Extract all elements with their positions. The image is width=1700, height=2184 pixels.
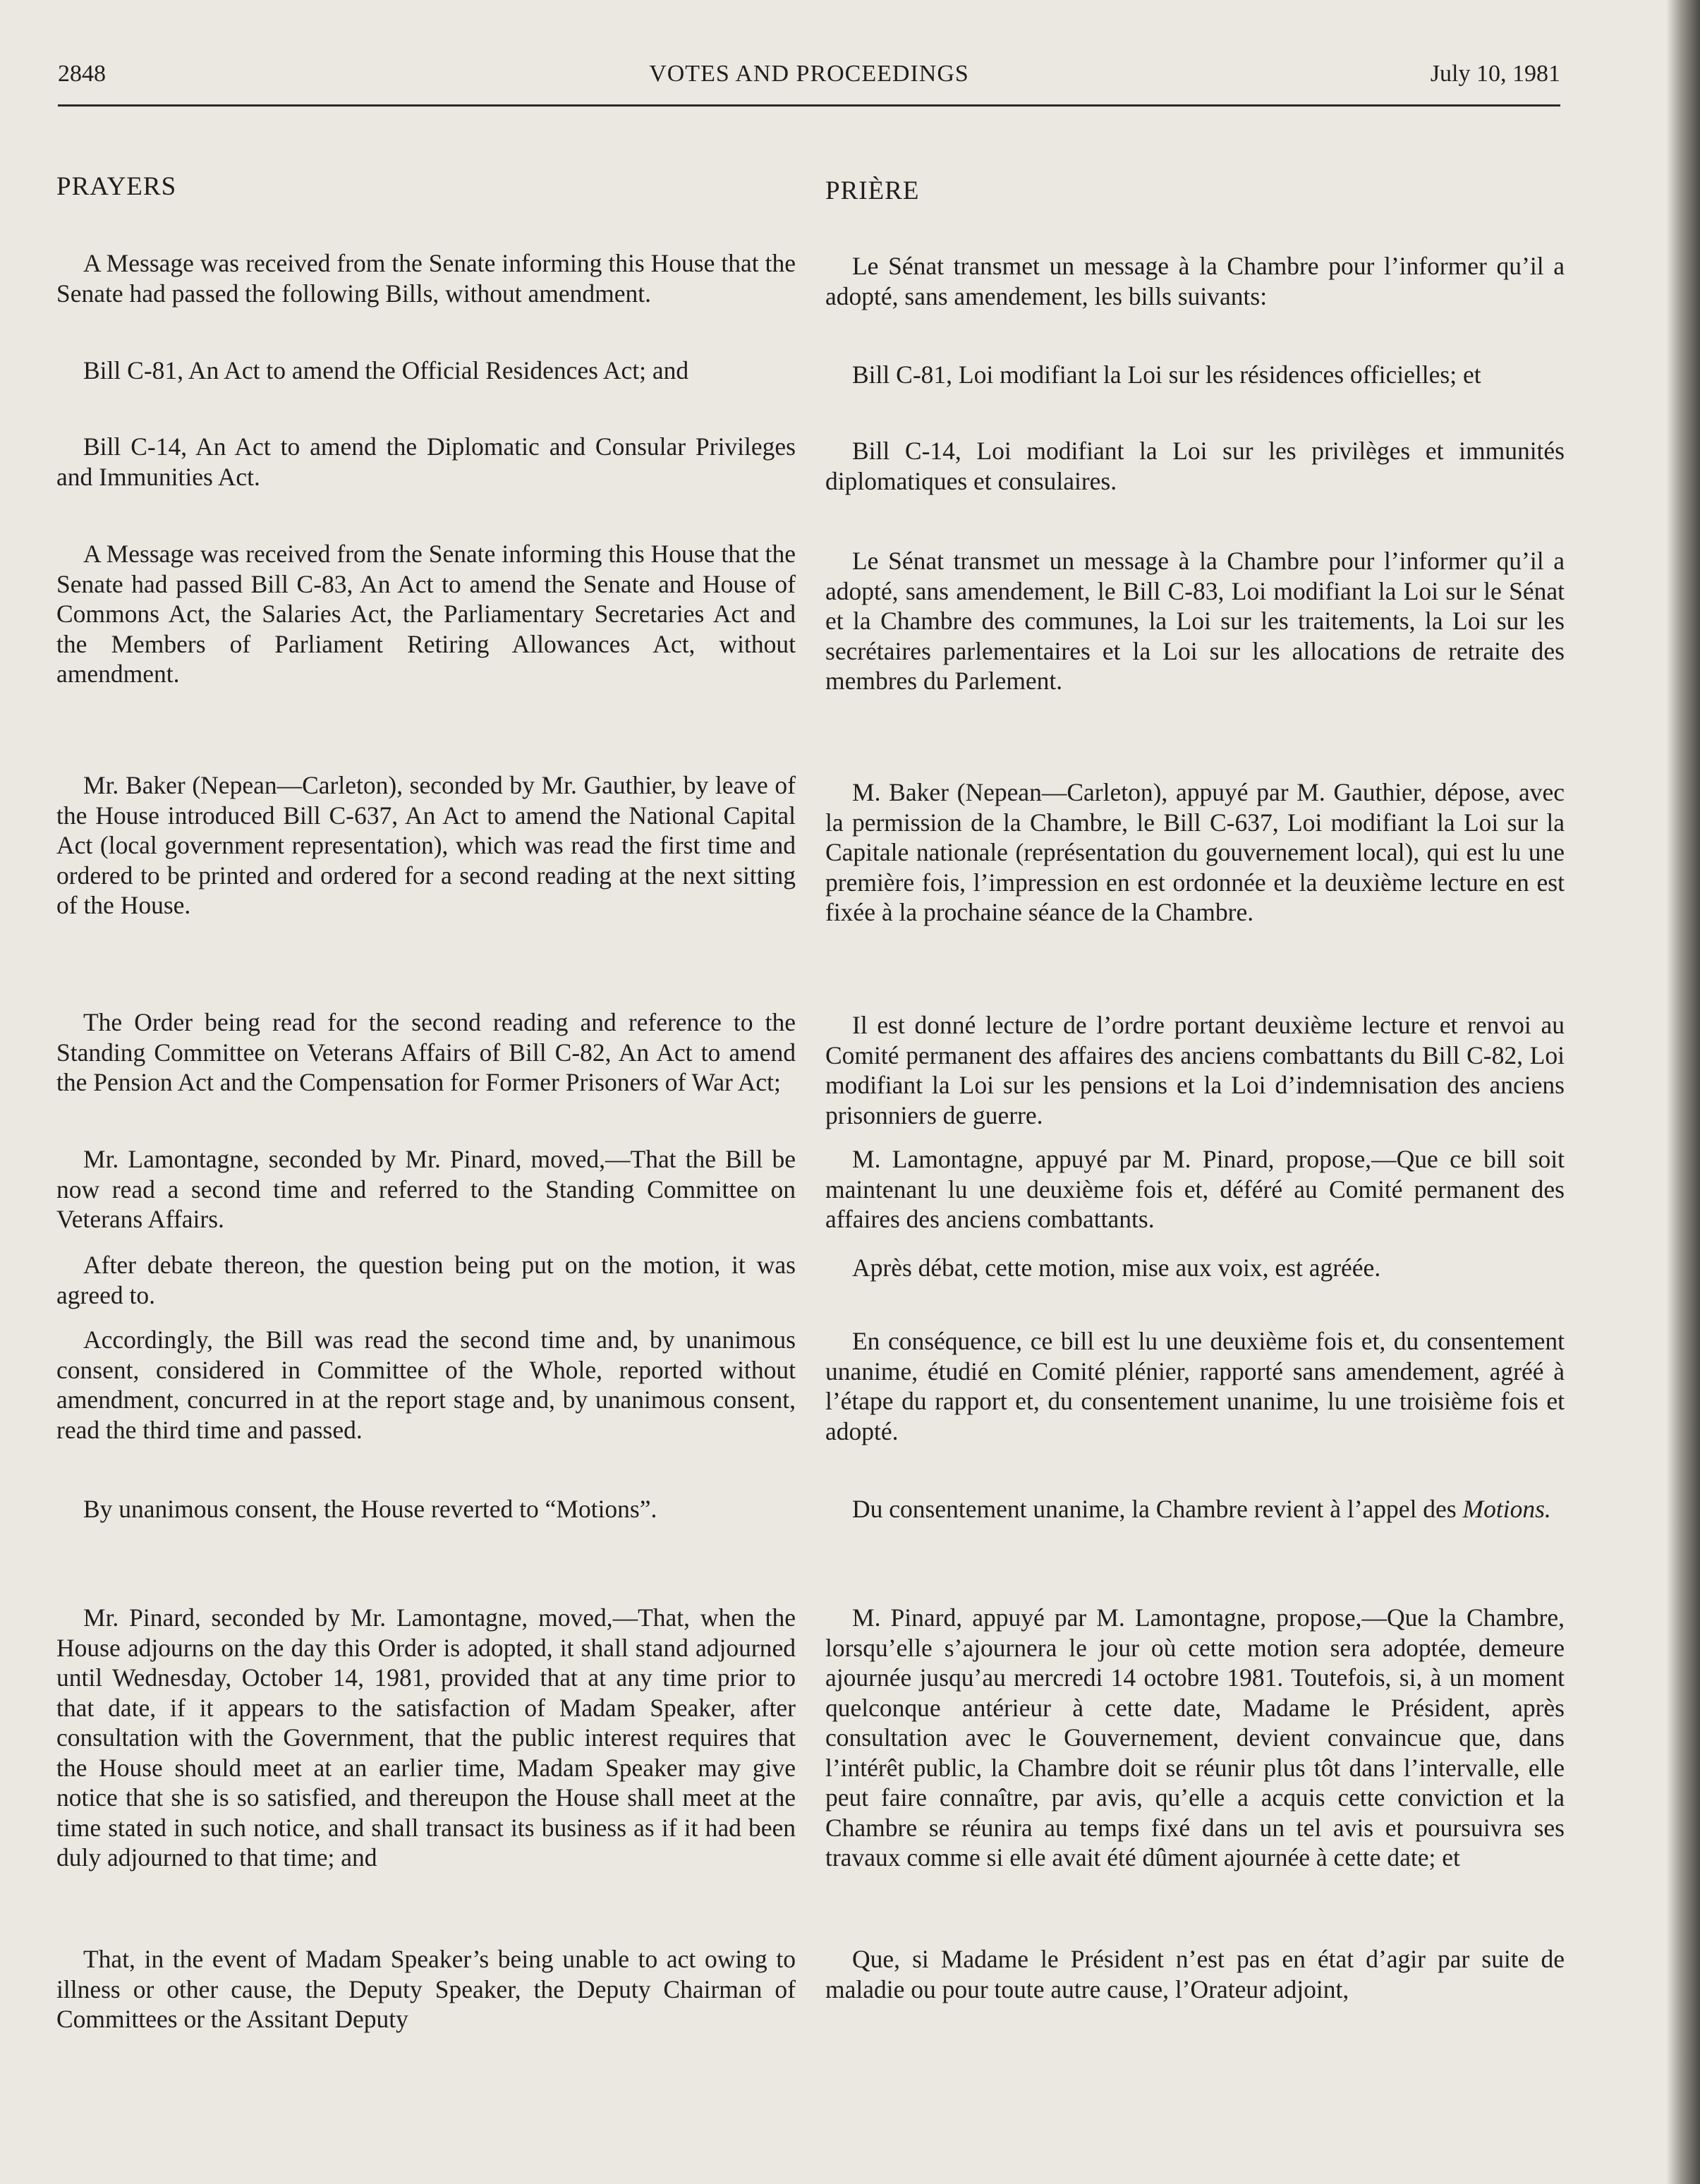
- en-paragraph-1: A Message was received from the Senate informing this House that the Senate had passed the following Bills, without amendment.: [56, 249, 796, 308]
- fr-paragraph-6: Il est donné lecture de l’ordre portant deuxième lecture et renvoi au Comité permanent des affaires des anciens combattants du Bill C-82, Loi modifiant la Loi sur les pensions et la Loi d’indemnisation des anciens prisonniers de guerre.: [825, 1011, 1565, 1129]
- english-heading: PRAYERS: [56, 172, 177, 201]
- fr-motions-text: Du consentement unanime, la Chambre revient à l’appel des: [852, 1495, 1457, 1523]
- en-paragraph-8: After debate thereon, the question being put on the motion, it was agreed to.: [56, 1251, 796, 1309]
- page-edge-shadow: [1666, 0, 1700, 2184]
- en-paragraph-9: Accordingly, the Bill was read the second time and, by unanimous consent, considered in Committee of the Whole, reported without amendment, concurred in at the report stage and, by unanimous consent, read the third time and passed.: [56, 1325, 796, 1444]
- en-paragraph-10: By unanimous consent, the House reverted to “Motions”.: [83, 1495, 657, 1523]
- fr-motions-italic: Motions.: [1462, 1495, 1551, 1523]
- en-paragraph-7: Mr. Lamontagne, seconded by Mr. Pinard, moved,—That the Bill be now read a second time and referred to the Standing Committee on Veterans Affairs.: [56, 1145, 796, 1233]
- fr-paragraph-5: M. Baker (Nepean—Carleton), appuyé par M. Gauthier, dépose, avec la permission de la Chambre, le Bill C-637, Loi modifiant la Loi sur la Capitale nationale (représentation du gouvernement local), qui est lu une première fois, l’impression en est ordonnée et la deuxième lecture en est fixée à la prochaine séance de la Chambre.: [825, 778, 1565, 926]
- fr-paragraph-motions: [825, 1494, 1565, 1524]
- header-date: July 10, 1981: [1430, 61, 1560, 87]
- fr-paragraph-11: Que, si Madame le Président n’est pas en état d’agir par suite de maladie ou pour toute autre cause, l’Orateur adjoint,: [825, 1945, 1565, 2003]
- en-paragraph-12: That, in the event of Madam Speaker’s being unable to act owing to illness or other cause, the Deputy Speaker, the Deputy Chairman of Committees or the Assitant Deputy: [56, 1945, 796, 2033]
- french-heading: PRIÈRE: [825, 176, 920, 205]
- fr-paragraph-7: M. Lamontagne, appuyé par M. Pinard, propose,—Que ce bill soit maintenant lu une deuxième fois et, déféré au Comité permanent des affaires des anciens combattants.: [825, 1145, 1565, 1233]
- fr-paragraph-9: En conséquence, ce bill est lu une deuxième fois et, du consentement unanime, étudié en Comité plénier, rapporté sans amendement, agréé à l’étape du rapport et, du consentement unanime, lu une troisième fois et adopté.: [825, 1327, 1565, 1445]
- fr-paragraph-4: Le Sénat transmet un message à la Chambre pour l’informer qu’il a adopté, sans amendement, le Bill C-83, Loi modifiant la Loi sur le Sénat et la Chambre des communes, la Loi sur les traitements, la Loi sur les secrétaires parlementaires et la Loi sur les allocations de retraite des membres du Parlement.: [825, 547, 1565, 695]
- en-paragraph-2: Bill C-81, An Act to amend the Official Residences Act; and: [83, 356, 689, 384]
- fr-paragraph-2: Bill C-81, Loi modifiant la Loi sur les résidences officielles; et: [852, 360, 1481, 389]
- page-number: 2848: [58, 61, 106, 87]
- fr-paragraph-10: M. Pinard, appuyé par M. Lamontagne, propose,—Que la Chambre, lorsqu’elle s’ajournera le jour où cette motion sera adoptée, demeure ajournée jusqu’au mercredi 14 octobre 1981. Toutefois, si, à un moment quelconque antérieur à cette date, Madame le Président, après consultation avec le Gouvernement, devient convaincue que, dans l’intérêt public, la Chambre doit se réunir plus tôt dans l’intervalle, elle peut faire connaître, par avis, qu’elle a acquis cette conviction et la Chambre se réunira au temps fixé dans un tel avis et poursuivra ses travaux comme si elle avait été dûment ajournée à cette date; et: [825, 1603, 1565, 1871]
- en-paragraph-6: The Order being read for the second reading and reference to the Standing Committee on Veterans Affairs of Bill C-82, An Act to amend the Pension Act and the Compensation for Former Prisoners of War Act;: [56, 1008, 796, 1096]
- fr-paragraph-8: Après débat, cette motion, mise aux voix, est agréée.: [852, 1254, 1381, 1282]
- fr-paragraph-3: Bill C-14, Loi modifiant la Loi sur les privilèges et immunités diplomatiques et consulaires.: [825, 437, 1565, 495]
- en-paragraph-3: Bill C-14, An Act to amend the Diplomatic and Consular Privileges and Immunities Act.: [56, 432, 796, 491]
- en-paragraph-4: A Message was received from the Senate informing this House that the Senate had passed Bill C-83, An Act to amend the Senate and House of Commons Act, the Salaries Act, the Parliamentary Secretaries Act and the Members of Parliament Retiring Allowances Act, without amendment.: [56, 540, 796, 688]
- en-paragraph-11: Mr. Pinard, seconded by Mr. Lamontagne, moved,—That, when the House adjourns on the day this Order is adopted, it shall stand adjourned until Wednesday, October 14, 1981, provided that at any time prior to that date, if it appears to the satisfaction of Madam Speaker, after consultation with the Government, that the public interest requires that the House should meet at an earlier time, Madam Speaker may give notice that she is so satisfied, and thereupon the House shall meet at the time stated in such notice, and shall transact its business as if it had been duly adjourned to that time; and: [56, 1603, 796, 1871]
- en-paragraph-5: Mr. Baker (Nepean—Carleton), seconded by Mr. Gauthier, by leave of the House introduced Bill C-637, An Act to amend the National Capital Act (local government representation), which was read the first time and ordered to be printed and ordered for a second reading at the next sitting of the House.: [56, 771, 796, 919]
- fr-paragraph-1: Le Sénat transmet un message à la Chambre pour l’informer qu’il a adopté, sans amendement, les bills suivants:: [825, 252, 1565, 310]
- page-header: [58, 61, 1560, 107]
- running-title: VOTES AND PROCEEDINGS: [649, 61, 969, 87]
